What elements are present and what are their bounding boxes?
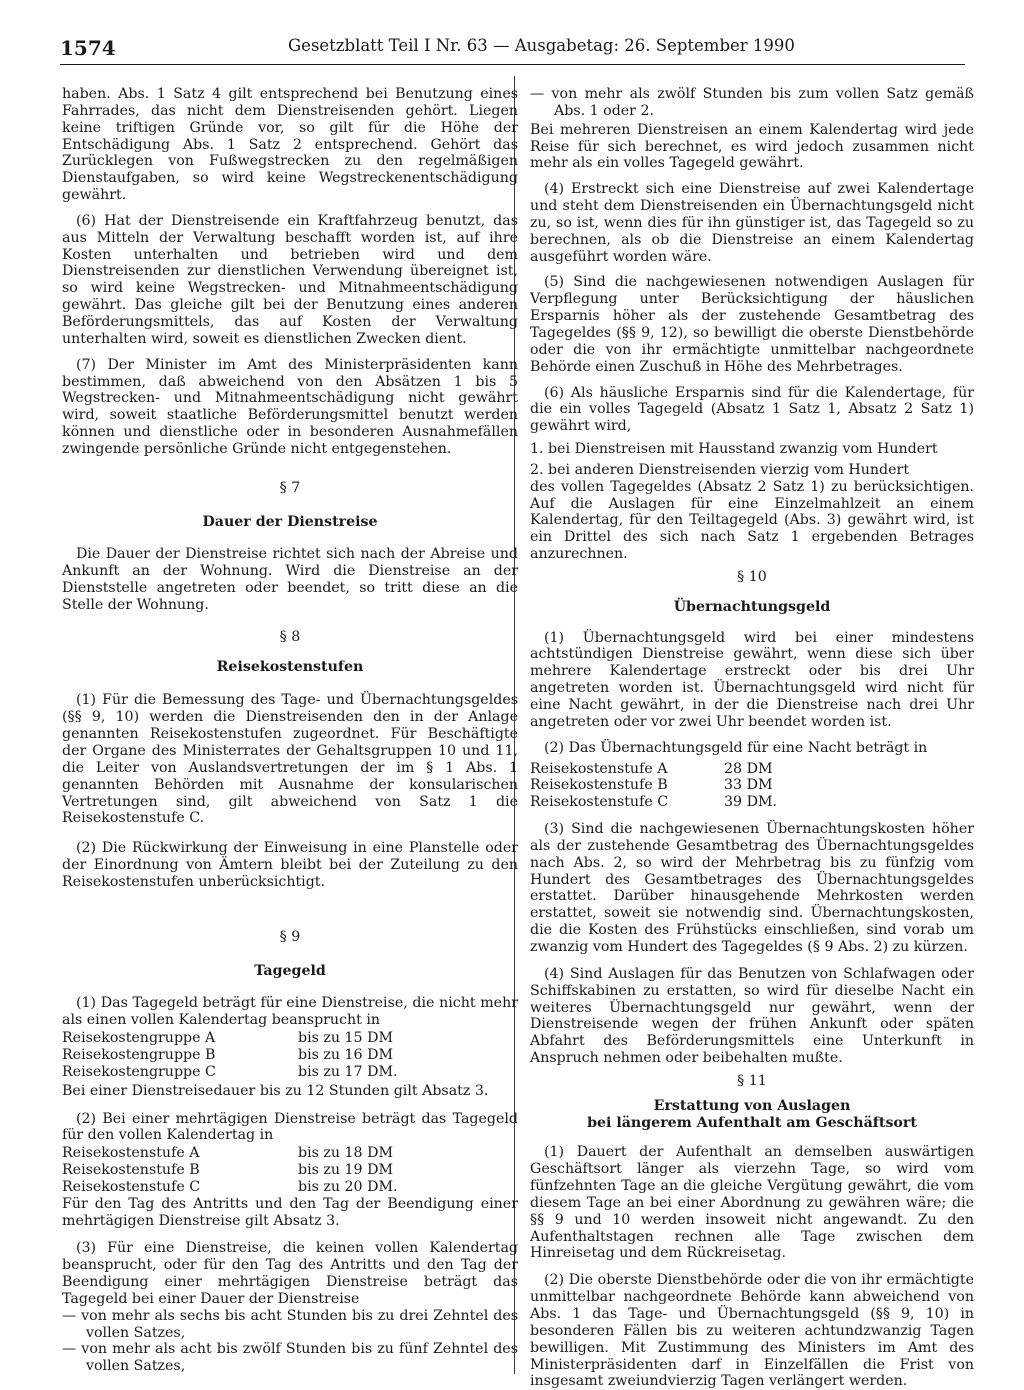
section-7-number: § 7 [279,479,301,496]
paragraph-mehrere-dienstreisen: Bei mehreren Dienstreisen an einem Kalendertag wird jede Reise für sich berechnet, es wird jedoch zusammen nicht mehr als ein volles Tagegeld gewährt. [530,121,974,172]
section-9-paragraph-1: (1) Das Tagegeld beträgt für eine Dienstreise, die nicht mehr als einen vollen Kalendertag beansprucht in [62,995,518,1029]
section-10-paragraph-1: (1) Übernachtungsgeld wird bei einer mindestens achtstündigen Dienstreise gewährt, wenn diese sich über mehrere Kalendertage erstreckt oder bis drei Uhr angetreten worden ist. Übernachtungsgeld wird nicht für eine Nacht gewährt, in der die Dienstreise nach drei Uhr angetreten oder vor zwei Uhr beendet worden ist. [530,629,974,730]
section-8-title: Reisekostenstufen [216,658,364,675]
section-11-paragraph-2: (2) Die oberste Dienstbehörde oder die von ihr ermächtigte unmittelbar nachgeordnete Behörde kann abweichend von Abs. 1 das Tage- und Übernachtungsgeld (§§ 9, 10) in besonderen Fällen bis zu weiteren achtundzwanzig Tagen bewilligen. Mit Zustimmung des Ministers im Amt des Ministerpräsidenten darf in Einzelfällen die Frist von insgesamt zweiundvierzig Tagen verlängert werden. [530,1272,974,1390]
table-value: 33 DM [724,777,773,794]
section-9-paragraph-1b: Bei einer Dienstreisedauer bis zu 12 Stunden gilt Absatz 3. [62,1082,489,1099]
section-11-number: § 11 [737,1072,767,1089]
paragraph-6: (6) Als häusliche Ersparnis sind für die Kalendertage, für die ein volles Tagegeld (Absatz 1 Satz 1, Absatz 2 Satz 1) gewährt wird, [530,384,974,435]
paragraph-5: (5) Sind die nachgewiesenen notwendigen Auslagen für Verpflegung unter Berücksichtigung der häuslichen Ersparnis höher als der zustehende Gesamtbetrag des Tagegeldes (§§ 9, 12), so bewilligt die oberste Dienstbehörde oder die von ihr ermächtigte unmittelbar nachgeordnete Behörde einen Zuschuß in Höhe des Mehrbetrages. [530,274,974,375]
page-header [60,30,965,65]
table-label: Reisekostenstufe A [62,1145,200,1162]
table-value: 39 DM. [724,794,777,811]
table-row [530,761,777,778]
table-value: bis zu 20 DM. [298,1178,398,1195]
journal-title: Gesetzblatt Teil I Nr. 63 — Ausgabetag: 26. September 1990 [288,36,795,55]
section-9-title: Tagegeld [254,962,326,979]
section-7-text: Die Dauer der Dienstreise richtet sich nach der Abreise und Ankunft an der Wohnung. Wird die Dienstreise an der Dienststelle angetreten oder beendet, so tritt diese an die Stelle der Wohnung. [62,546,518,613]
numbered-item-2: 2. bei anderen Dienstreisenden vierzig vom Hundert [530,461,910,478]
table-label: Reisekostengruppe B [62,1046,216,1063]
numbered-item-1: 1. bei Dienstreisen mit Hausstand zwanzig vom Hundert [530,441,938,458]
section-10-paragraph-2: (2) Das Übernachtungsgeld für eine Nacht beträgt in [544,739,928,756]
paragraph-4: (4) Erstreckt sich eine Dienstreise auf zwei Kalendertage und steht dem Dienstreisenden ein Übernachtungsgeld nicht zu, so ist, wenn dies für ihn günstiger ist, das Tagegeld so zu berechnen, als ob die Dienstreise an einem Kalendertag ausgeführt worden wäre. [530,181,974,265]
dash-item: — von mehr als zwölf Stunden bis zum vollen Satz gemäß Abs. 1 oder 2. [530,86,974,119]
table-label: Reisekostenstufe C [62,1178,201,1195]
table-row [62,1145,398,1162]
table-label: Reisekostenstufe C [530,794,669,811]
section-9-number: § 9 [279,928,301,945]
table-row [530,777,777,794]
paragraph-continued: haben. Abs. 1 Satz 4 gilt entsprechend bei Benutzung eines Fahrrades, das nicht dem Dienstreisenden gehört. Liegen keine triftigen Gründe vor, so gilt für die Höhe der Entschädigung Abs. 1 Satz 2 entsprechend. Gehört das Zurücklegen von Fußwegstrecken zu den regelmäßigen Dienstaufgaben, so wird keine Wegstreckenentschädigung gewährt. [62,86,518,204]
table-value: bis zu 15 DM [298,1030,393,1047]
section-11-subtitle: bei längerem Aufenthalt am Geschäftsort [587,1114,917,1131]
section-9-paragraph-2: (2) Bei einer mehrtägigen Dienstreise beträgt das Tagegeld für den vollen Kalendertag in [62,1110,518,1144]
section-8-paragraph-2: (2) Die Rückwirkung der Einweisung in eine Planstelle oder der Einordnung von Ämtern bleibt bei der Zuteilung zu den Reisekostenstufen unberücksichtigt. [62,840,518,890]
section-10-paragraph-3: (3) Sind die nachgewiesenen Übernachtungskosten höher als der zustehende Gesamtbetrag des Übernachtungsgeldes nach Abs. 2, so wird der Mehrbetrag bis zu fünfzig vom Hundert des Gesamtbetrages des Übernachtungsgeldes erstattet. Darüber hinausgehende Mehrkosten werden erstattet, soweit sie notwendig sind. Übernachtungskosten, die die Kosten des Frühstücks einschließen, sind vorab um zwanzig vom Hundert des Tagegeldes (§ 9 Abs. 2) zu kürzen. [530,821,974,955]
table-value: bis zu 16 DM [298,1046,393,1063]
paragraph-6-continued: des vollen Tagegeldes (Absatz 2 Satz 1) zu berücksichtigen. Auf die Auslagen für eine Einzelmahlzeit an einem Kalendertag, für den Teiltagegeld (Abs. 3) gewährt wird, ist ein Drittel des sich nach Satz 1 ergebenden Betrages anzurechnen. [530,478,974,563]
table-row [530,794,777,811]
section-9-paragraph-3: (3) Für eine Dienstreise, die keinen vollen Kalendertag beansprucht, oder für den Tag des Antritts und den Tag der Beendigung einer mehrtägigen Dienstreise beträgt das Tagegeld bei einer Dauer der Dienstreise [62,1240,518,1307]
table-label: Reisekostenstufe A [530,760,668,777]
section-8-paragraph-1: (1) Für die Bemessung des Tage- und Übernachtungsgeldes (§§ 9, 10) werden die Dienstreisenden den in der Anlage genannten Reisekostenstufen zugeordnet. Für Beschäftigte der Organe des Ministerrates der Gehaltsgruppen 10 und 11, die Leiter von Auslandsvertretungen der im § 1 Abs. 1 genannten Behörden mit Ausnahme der konsularischen Vertretungen sind, gilt abweichend von Satz 1 die Reisekostenstufe C. [62,692,518,827]
paragraph-7: (7) Der Minister im Amt des Ministerpräsidenten kann bestimmen, daß abweichend von den Absätzen 1 bis 5 Wegstrecken- und Mitnahmeentschädigung nicht gewährt wird, soweit staatliche Beförderungsmittel benutzt werden können und dienstliche oder in besonderen Ausnahmefällen zwingende persönliche Gründe nicht entgegenstehen. [62,356,518,457]
table-label: Reisekostengruppe A [62,1030,216,1047]
table-value: bis zu 19 DM [298,1162,393,1179]
table-label: Reisekostenstufe B [530,777,668,794]
tagegeld-table-1 [62,1030,398,1081]
table-value: 28 DM [724,760,773,777]
paragraph-6: (6) Hat der Dienstreisende ein Kraftfahrzeug benutzt, das aus Mitteln der Verwaltung beschafft worden ist, auf ihre Kosten unterhalten und betrieben wird und dem Dienstreisenden zur dienstlichen Verwendung übereignet ist, so wird keine Wegstrecken- und Mitnahmeentschädigung gewährt. Das gleiche gilt bei der Benutzung eines anderen Beförderungsmittels, das auf Kosten der Verwaltung unterhalten wird, soweit es dienstlichen Zwecken dient. [62,212,518,347]
section-7-title: Dauer der Dienstreise [202,513,378,530]
table-row [62,1030,398,1047]
section-9-paragraph-2b: Für den Tag des Antritts und den Tag der Beendigung einer mehrtägigen Dienstreise gilt Absatz 3. [62,1195,518,1229]
section-10-title: Übernachtungsgeld [673,598,831,615]
section-11-title: Erstattung von Auslagen [653,1097,851,1114]
page-number: 1574 [60,36,116,60]
table-row [62,1162,398,1179]
section-11-paragraph-1: (1) Dauert der Aufenthalt an demselben auswärtigen Geschäftsort länger als vierzehn Tage, so wird vom fünfzehnten Tage an die gleiche Vergütung gewährt, die vom diesem Tage an bei einer Abordnung zu gewähren wäre; die §§ 9 und 10 werden insoweit nicht angewandt. Zu den Aufenthaltstagen rechnen alle Tage zwischen dem Hinreisetag und dem Rückreisetag. [530,1144,974,1262]
left-column [62,86,518,1375]
section-10-number: § 10 [737,568,767,585]
dash-item: — von mehr als sechs bis acht Stunden bis zu drei Zehntel des vollen Satzes, [62,1307,518,1341]
right-column [530,86,974,1390]
tagegeld-table-2 [62,1145,398,1196]
table-label: Reisekostengruppe C [62,1063,216,1080]
table-value: bis zu 18 DM [298,1145,393,1162]
table-value: bis zu 17 DM. [298,1063,398,1080]
table-label: Reisekostenstufe B [62,1162,200,1179]
table-row [62,1047,398,1064]
table-row [62,1179,398,1196]
section-10-paragraph-4: (4) Sind Auslagen für das Benutzen von Schlafwagen oder Schiffskabinen zu erstatten, so wird für dieselbe Nacht ein weiteres Übernachtungsgeld nur gewährt, wenn der Dienstreisende wegen der frühen Ankunft oder späten Abfahrt des Beförderungsmittels eine Unterkunft in Anspruch nehmen oder beibehalten mußte. [530,965,974,1067]
table-row [62,1064,398,1081]
section-8-number: § 8 [279,628,301,645]
uebernachtungsgeld-table [530,761,777,812]
dash-item: — von mehr als acht bis zwölf Stunden bis zu fünf Zehntel des vollen Satzes, [62,1341,518,1375]
